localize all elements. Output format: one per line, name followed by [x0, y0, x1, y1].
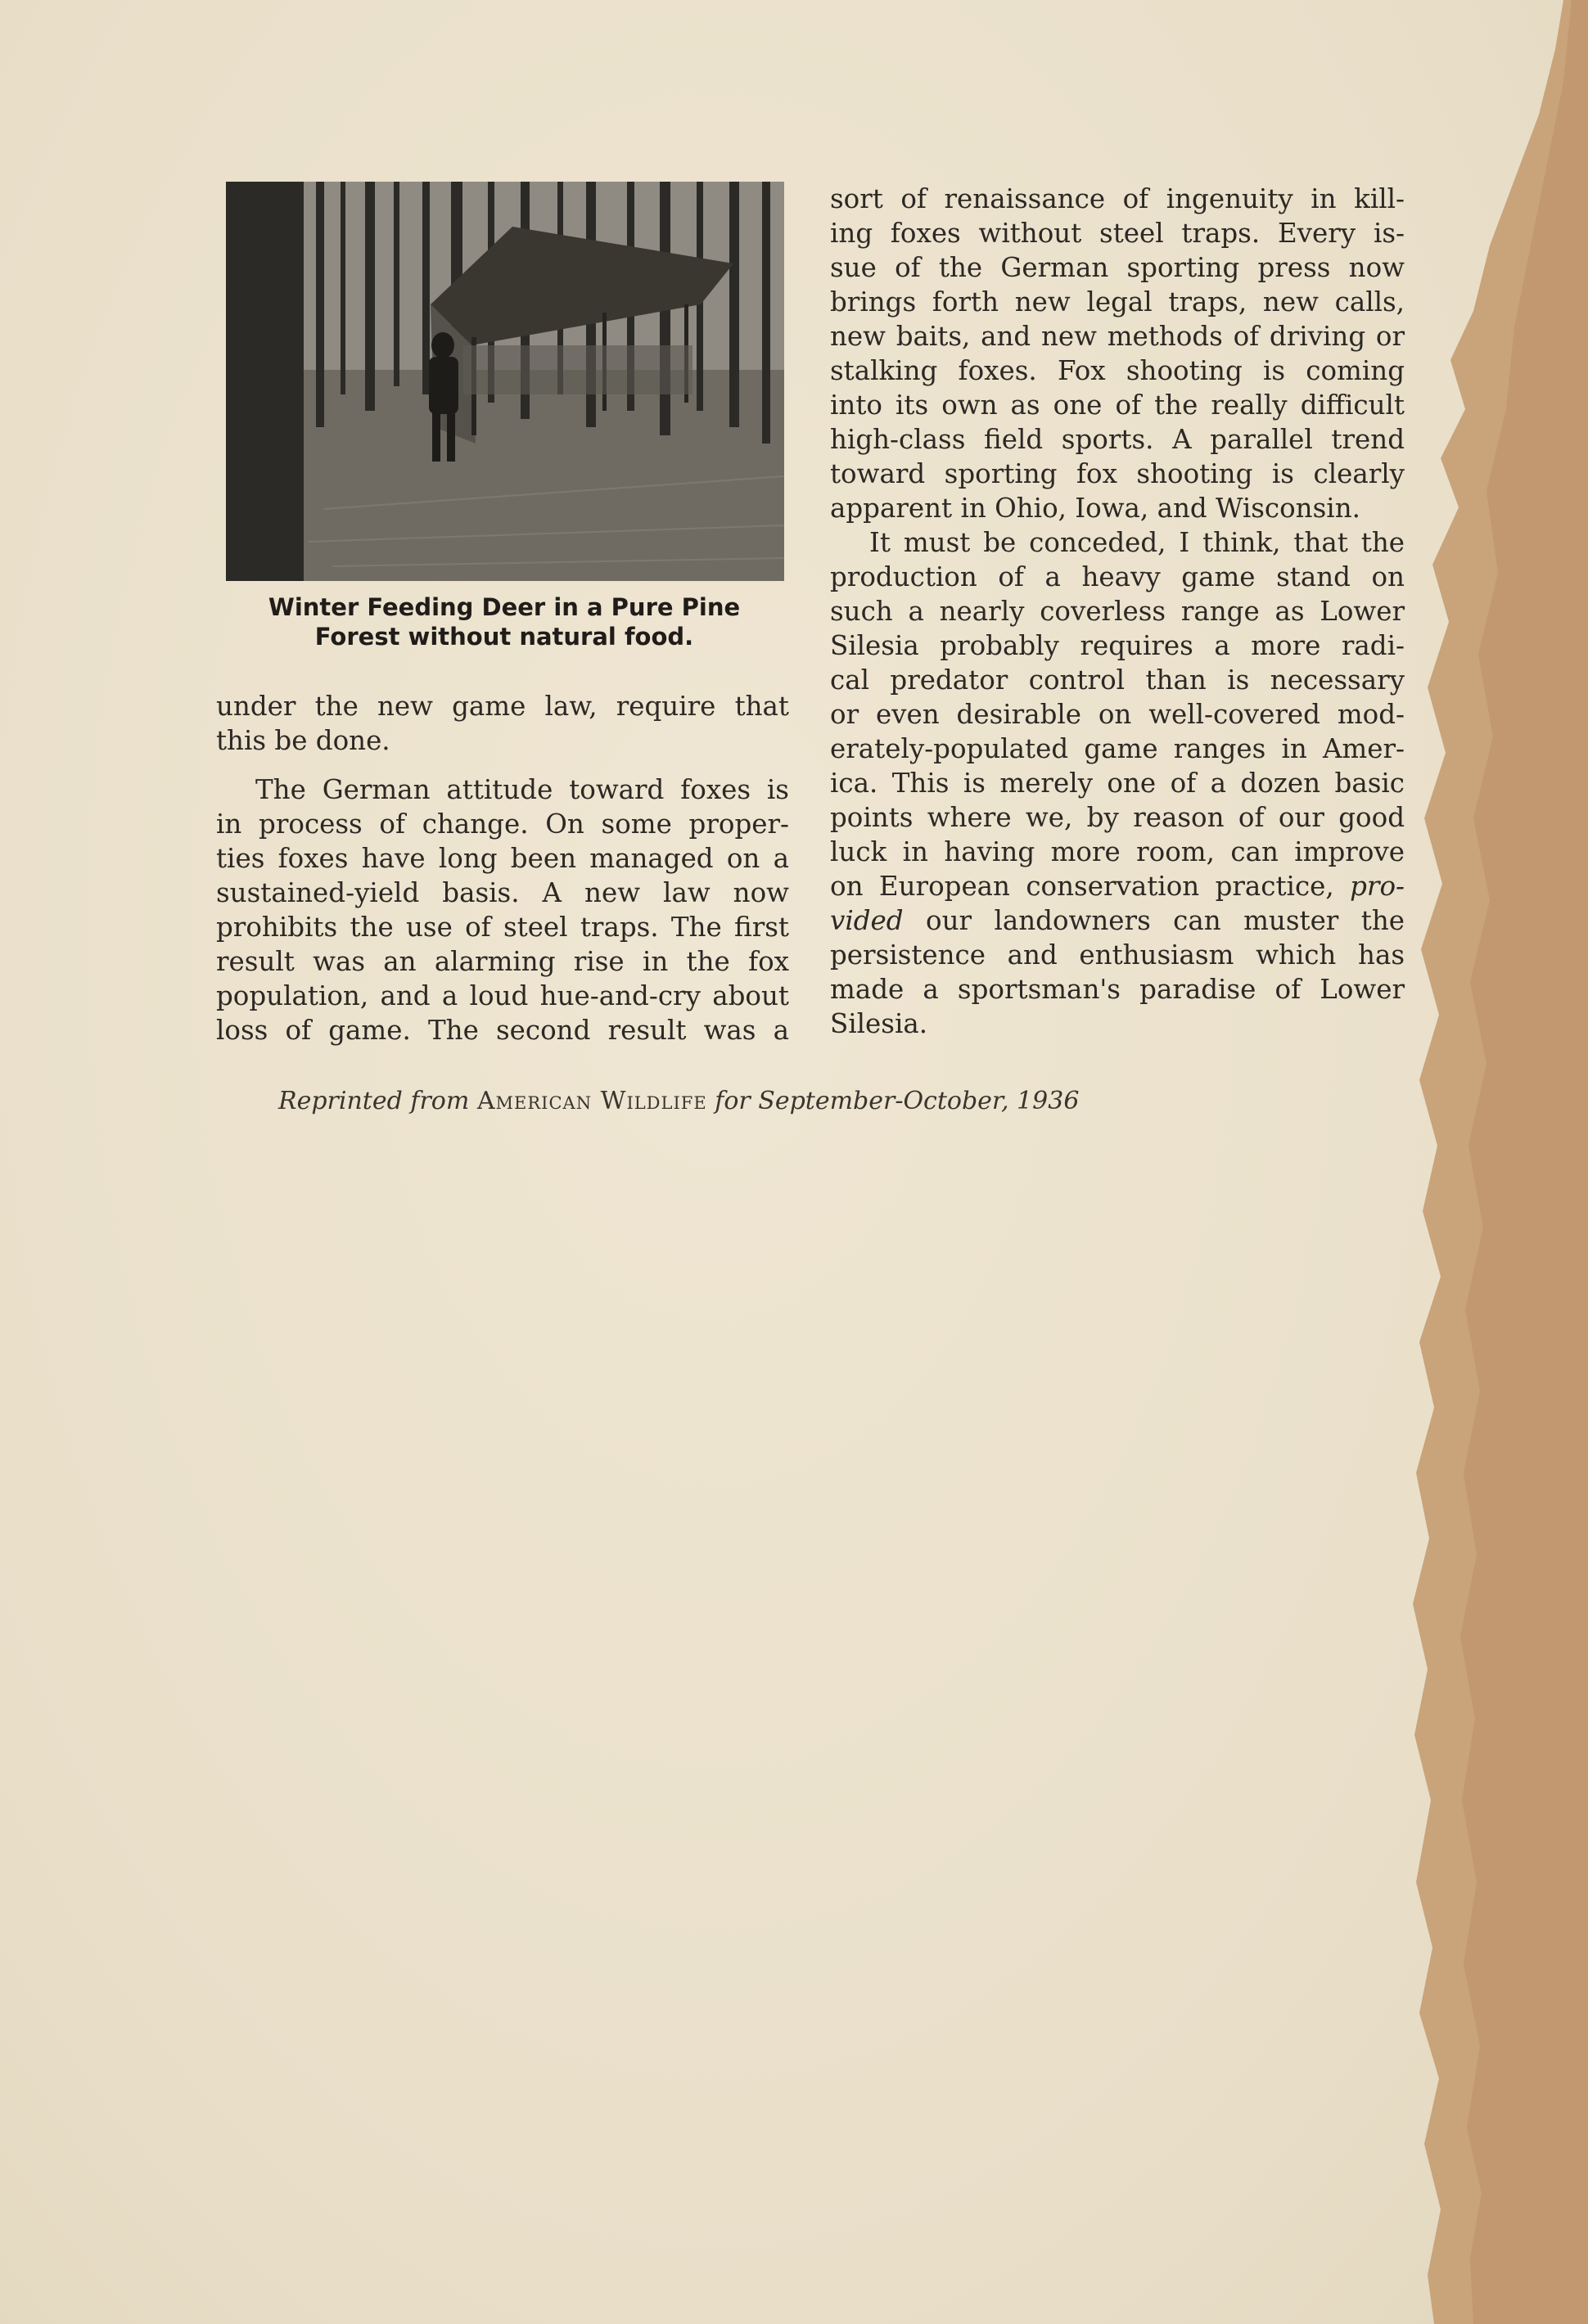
- footer-date: for September-October, 1936: [715, 1087, 1080, 1115]
- text-line: production of a heavy game stand on: [830, 561, 1405, 592]
- text-line: erately-populated game ranges in Amer-: [830, 733, 1405, 764]
- torn-page-edge: [1392, 0, 1588, 2324]
- text-line: in process of change. On some proper-: [216, 808, 789, 840]
- text-line: loss of game. The second result was a: [216, 1015, 789, 1046]
- text-line: apparent in Ohio, Iowa, and Wisconsin.: [830, 493, 1360, 524]
- text-line: into its own as one of the really difficult: [830, 390, 1405, 421]
- text-line: toward sporting fox shooting is clearly: [830, 458, 1405, 489]
- italic-text: vided: [830, 905, 904, 936]
- caption-line-1: Winter Feeding Deer in a Pure Pine: [268, 593, 741, 621]
- text-line: result was an alarming rise in the fox: [216, 946, 789, 977]
- text-line: persistence and enthusiasm which has: [830, 939, 1405, 971]
- footer-publication: American Wildlife: [476, 1087, 707, 1115]
- text-line: sustained-yield basis. A new law now: [216, 877, 789, 908]
- text-line: It must be conceded, I think, that the: [869, 527, 1405, 558]
- text-line: cal predator control than is necessary: [830, 664, 1405, 696]
- text-segment: our landowners can muster the: [926, 905, 1405, 936]
- text-line: The German attitude toward foxes is: [255, 774, 789, 805]
- right-text-column: [830, 182, 1405, 1041]
- text-segment: on European conservation practice,: [830, 871, 1334, 902]
- left-text-column: [216, 689, 789, 1047]
- footer-reprinted-from: Reprinted from: [278, 1087, 470, 1115]
- text-line: luck in having more room, can improve: [830, 836, 1405, 867]
- text-line: new baits, and new methods of driving or: [830, 321, 1405, 352]
- text-line: sort of renaissance of ingenuity in kill-: [830, 183, 1405, 214]
- text-line: Silesia.: [830, 1008, 928, 1039]
- text-line: brings forth new legal traps, new calls,: [830, 286, 1405, 318]
- text-line: ing foxes without steel traps. Every is-: [830, 218, 1405, 249]
- text-line: population, and a loud hue-and-cry about: [216, 980, 789, 1011]
- text-line: made a sportsman's paradise of Lower: [830, 974, 1405, 1005]
- text-line: or even desirable on well-covered mod-: [830, 699, 1405, 730]
- reprint-footer: [278, 1087, 1244, 1116]
- figure-caption: [214, 592, 794, 651]
- text-line: stalking foxes. Fox shooting is coming: [830, 355, 1405, 386]
- text-line: such a nearly coverless range as Lower: [830, 596, 1405, 627]
- text-line: points where we, by reason of our good: [830, 802, 1405, 833]
- text-line: under the new game law, require that: [216, 691, 789, 722]
- italic-text: pro-: [1350, 871, 1405, 902]
- text-line: [830, 903, 1405, 938]
- text-line: this be done.: [216, 725, 390, 756]
- caption-line-2: Forest without natural food.: [314, 623, 694, 651]
- forest-feeding-shelter-photo: [226, 182, 784, 581]
- text-line: ties foxes have long been managed on a: [216, 843, 789, 874]
- text-line: prohibits the use of steel traps. The first: [216, 912, 789, 943]
- text-line: sue of the German sporting press now: [830, 252, 1405, 283]
- text-line: [830, 869, 1405, 903]
- text-line: high-class field sports. A parallel trend: [830, 424, 1405, 455]
- text-line: ica. This is merely one of a dozen basic: [830, 768, 1405, 799]
- text-line: Silesia probably requires a more radi-: [830, 630, 1405, 661]
